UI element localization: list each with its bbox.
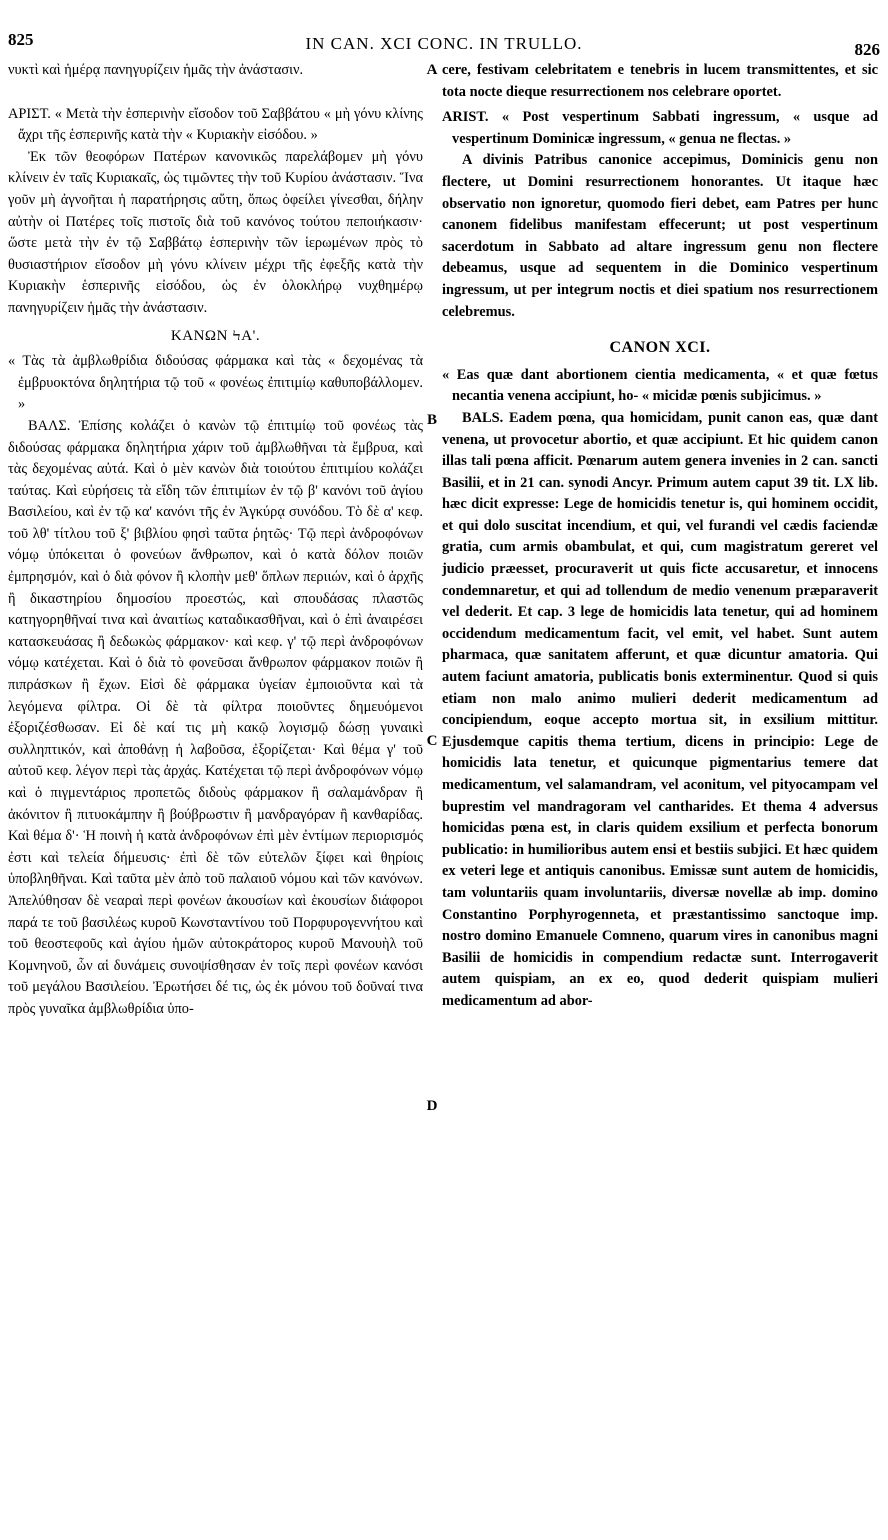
margin-letter-d: D (426, 1098, 438, 1114)
margin-letter-b: B (426, 412, 437, 428)
page-number-left: 825 (8, 30, 34, 49)
page-header (8, 30, 880, 58)
greek-canon-title: ΚΑΝΩΝ ϞΑ'. (170, 327, 261, 344)
latin-canon-quote: « Eas quæ dant abortionem cientia medicamenta, « et quæ fœtus necantia venena accipiunt, ho- « micidæ pœnis subjicimus. » (442, 366, 878, 405)
margin-letter-c: C (426, 733, 438, 749)
greek-intro: νυκτὶ καὶ ἡμέρᾳ πανηγυρίζειν ἡμᾶς τὴν ἀνάστασιν. (8, 62, 304, 78)
latin-canon-title: CANON XCI. (609, 339, 711, 357)
greek-arist-quote: ΑΡΙΣΤ. « Μετὰ τὴν ἑσπερινὴν εἴσοδον τοῦ Σαββάτου « μὴ γόνυ κλίνης ἄχρι τῆς ἑσπερινῆς κατὰ τὴν « Κυριακὴν εἰσόδου. » (8, 105, 423, 144)
greek-canon-quote: « Τὰς τὰ ἀμβλωθρίδια διδούσας φάρμακα καὶ τὰς « δεχομένας τὰ ἐμβρυοκτόνα δηλητήρια τῷ τοῦ « φονέως ἐπιτιμίῳ καθυποβάλλομεν. » (8, 353, 423, 413)
latin-arist-quote: ARIST. « Post vespertinum Sabbati ingressum, « usque ad vespertinum Dominicæ ingressum, « genua ne flectas. » (442, 109, 878, 147)
running-title: IN CAN. XCI CONC. IN TRULLO. (305, 34, 583, 53)
latin-column (442, 60, 878, 1013)
latin-intro: cere, festivam celebritatem e tenebris in lucem transmittentes, et sic tota nocte dieque resurrectionem nos celebrare oportet. (442, 62, 878, 100)
margin-letter-a: A (426, 62, 438, 78)
latin-bals-text: BALS. Eadem pœna, qua homicidam, punit canon eas, quæ dant venena, ut provocetur abortio, et quæ accipiunt. Et hic quidem canon illas tali pœna afficit. Pœnarum autem genera invenies in 2 can. sancti Basilii, et in 21 can. synodi Ancyr. Primum autem caput 39 tit. LX lib. hæc dicit expresse: Lege de homicidis tenetur is, qui hominem occidit, et qui dolo suscitat incendium, et qui, vel furandi vel cædis faciendæ gratia, cum armis obambulat, et qui, cum magistratum gereret vel judicio præesset, procuraverit ut quis ficte accusaretur, et innocens condemnaretur, et qui ad tollendum de medio venenum præparaverit vel dederit. Et cap. 3 lege de homicidis lata tenetur, qui ad hominem occidendum medicamentum facit, vel emit, vel habet. Sunt autem pharmaca, quæ sanitatem afferunt, et quæ dicuntur amatoria. Qui autem faciunt amatoria, publicatis bonis exterminentur. Quod si quis etiam non malo animo mulieri dederit medicamentum ad concipiendum, eoque accepto mortua sit, in exsilium mittitur. Ejusdemque capitis thema tertium, dicens in principio: Lege de homicidis lata tenetur, et quicunque pigmentarius temere dat medicamentum, vel salamandram, vel aconitum, vel pityocampam vel buprestim vel mandragoram vel cantharides. Et thema 4 adversus homicidas pœna est, in claris quidem exsilium et perfecta bonorum publicatio: in humilioribus autem ensi et bestiis subjici. Et hæc quidem ex veteri lege et antiquis canonibus. Emissæ sunt autem de homicidis, tam voluntariis quam involuntariis, diversæ novellæ ab imp. domino Constantino Porphyrogenneta, et præstantissimo sanctoque imp. nostro domino Emanuele Comneno, quarum vires in canonibus magni Basilii de homicidis in compendium redactæ sunt. Interrogaverit autem quispiam, an ex eo, quod dederit quispiam mulieri medicamentum ad abor- (442, 409, 878, 1009)
greek-column (8, 60, 423, 1021)
greek-arist-text: Ἐκ τῶν θεοφόρων Πατέρων κανονικῶς παρελάβομεν μὴ γόνυ κλίνειν ἐν ταῖς Κυριακαῖς, ὡς τιμῶντες τὴν τοῦ Κυρίου ἀνάστασιν. Ἵνα γοῦν μὴ ἀγνοῆται ἡ παρατήρησις αὕτη, ὅπως ὀφείλει γίνεσθαι, δήλην αὐτὴν οἱ Πατέρες τοῖς πιστοῖς διὰ τοῦ κανόνος τούτου πεποιήκασιν· ὥστε μετὰ τὴν ἐν τῷ Σαββάτῳ ἑσπερινὴν τῶν ἱερωμένων πρὸς τὸ θυσιαστήριον εἴσοδον μὴ γόνυ κλίνειν μέχρι τῆς ἐφεξῆς κατὰ τὴν Κυριακὴν ἑσπερινῆς εἰσόδου, ὡς ἐν ὁλοκλήρῳ νυχθημέρῳ πανηγυρίζειν ἡμᾶς τὴν ἀνάστασιν. (8, 148, 423, 316)
greek-bals-text: ΒΑΛΣ. Ἐπίσης κολάζει ὁ κανὼν τῷ ἐπιτιμίῳ τοῦ φονέως τὰς διδούσας φάρμακα δηλητήρια χάριν τοῦ ἀμβλωθῆναι τὰ ἔμβρυα, καὶ τὰς δεχομένας αὐτά. Καὶ ὁ μὲν κανὼν διὰ τοιούτου ἐπιτιμίου κολάζει ταύτας. Καὶ εὑρήσεις τὰ εἴδη τῶν ἐπιτιμίων ἐν τῷ β' κανόνι τοῦ ἁγίου Βασιλείου, καὶ ἐν τῷ κα' κανόνι τῆς ἐν Ἀγκύρᾳ συνόδου. Τὸ δὲ α' κεφ. τοῦ λθ' τίτλου τοῦ ξ' βιβλίου φησὶ ταῦτα ῥητῶς· Τῷ περὶ ἀνδροφόνων νόμῳ ὑπόκειται ὁ φονεύων ἄνθρωπον, καὶ ὁ κατὰ δόλον ποιῶν ἐμπρησμόν, καὶ ὁ διὰ φόνον ἢ κλοπὴν μεθ' ὅπλων περιιών, καὶ ὁ ἀρχῆς ἢ δικαστηρίου δημοσίου προεστώς, καὶ σπουδάσας πλαστῶς κατηγορηθῆναί τινα καὶ ἀναιτίως καταδικασθῆναι, καὶ ὁ ἐπὶ ἀναιρέσει κατασκευάσας ἢ δεδωκὼς φάρμακον· καὶ κεφ. γ' τῷ περὶ ἀνδροφόνων νόμῳ κατέχεται. Καὶ ὁ διὰ τὸ φονεῦσαι ἄνθρωπον φάρμακον ποιῶν ἢ πιπράσκων ἢ ἔχων. Εἰσὶ δὲ φάρμακα ὑγείαν ἐμποιοῦντα καὶ τὰ λεγόμενα φίλτρα. Οἱ δὲ τὰ φίλτρα ποιοῦντες δημευόμενοι ἐξοριζέσθωσαν. Εἰ δὲ καί τις μὴ κακῷ λογισμῷ δώσῃ γυναικὶ συλληπτικόν, καὶ ἀποθάνῃ ἡ λαβοῦσα, ἐξορίζεται· Καὶ θέμα γ' τοῦ αὐτοῦ κεφ. λέγον περὶ τὰς ἀρχάς. Κατέχεται τῷ περὶ ἀνδροφόνων νόμῳ καὶ ὁ πιγμεντάριος προπετῶς διδοὺς φάρμακον ἢ σαλαμάνδραν ἢ ἀκόνιτον ἢ πιτυοκάμπην ἢ βούβρωστιν ἢ μανδραγόραν ἢ κανθαρίδας. Καὶ θέμα δ'· Ἡ ποινὴ ἡ κατὰ ἀνδροφόνων ἐπὶ μὲν ἐντίμων περιορισμός ἐστι καὶ τελεία δήμευσις· ἐπὶ δὲ τῶν εὐτελῶν ξίφει καὶ θηρίοις ὑποβληθῆναι. Καὶ ταῦτα μὲν ἀπὸ τοῦ παλαιοῦ νόμου καὶ τῶν κανόνων. Ἀπελύθησαν δὲ νεαραὶ περὶ φονέων ἀκουσίων καὶ ἑκουσίων διάφοροι παρά τε τοῦ βασιλέως κυροῦ Κωνσταντίνου τοῦ Πορφυρογεννήτου καὶ τοῦ θεοστεφοῦς καὶ ἁγίου ἡμῶν αὐτοκράτορος κυροῦ Μανουὴλ τοῦ Κομνηνοῦ, ὧν αἱ δυνάμεις συνοψίσθησαν ἐν τοῖς περὶ φονέων κανόσι τοῦ μεγάλου Βασιλείου. Ἐρωτήσει δέ τις, ὡς ἐκ μόνου τοῦ δοῦναί τινα πρὸς γυναῖκα ἀμβλωθρίδια ὑπο- (8, 417, 423, 1017)
page-number-right: 826 (854, 40, 880, 59)
latin-arist-text: A divinis Patribus canonice accepimus, Dominicis genu non flectere, ut Domini resurrectionem honorantes. Ut itaque hæc observatio non ignoretur, quomodo fieri debet, eam Patres per hunc canonem fidelibus manifestam effecerunt; ut post vespertinum sacerdotum in Sabbato ad altare ingressum genu non flectere debeamus, usque ad sequentem in die Dominico vespertinum ingressum, ut per integrum noctis et diei spatium nos resurrectionem celebremus. (442, 152, 878, 320)
